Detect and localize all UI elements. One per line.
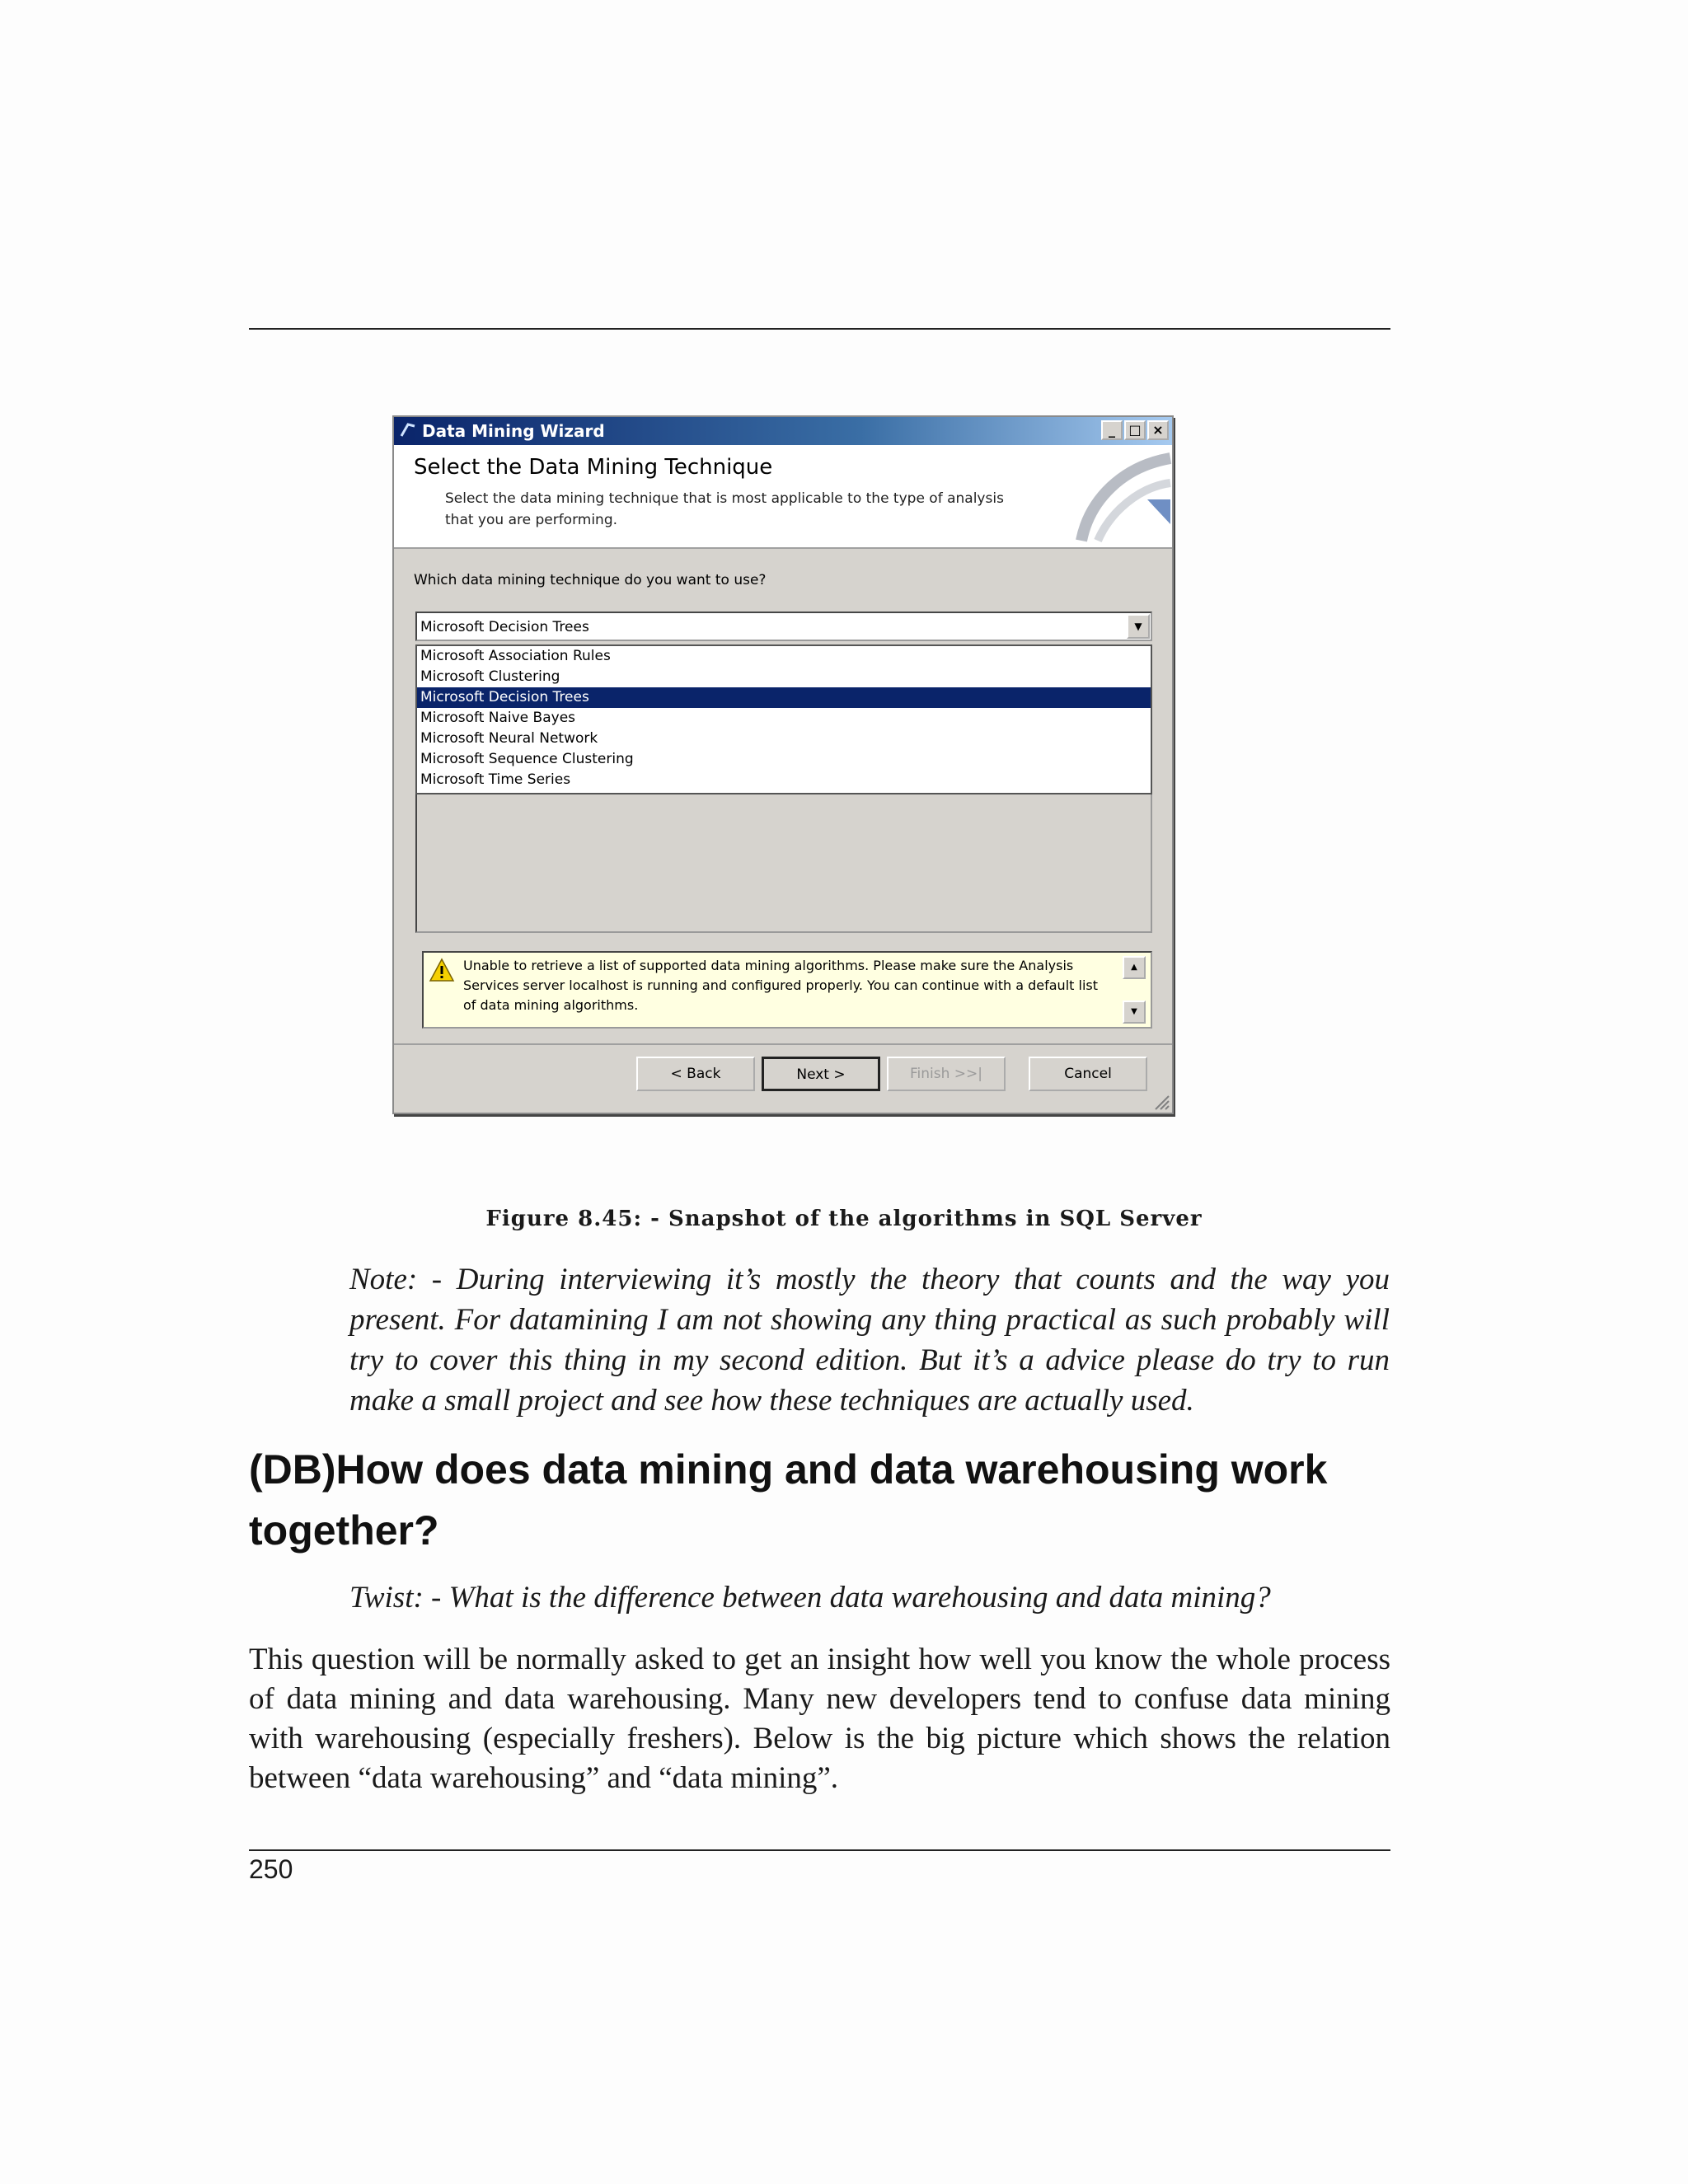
title-bar[interactable]: [394, 417, 1172, 445]
page-number: 250: [249, 1854, 293, 1884]
dropdown-option[interactable]: Microsoft Association Rules: [420, 648, 611, 664]
page-title: Select the Data Mining Technique: [414, 455, 773, 480]
back-button[interactable]: < Back: [636, 1057, 755, 1091]
dropdown-option[interactable]: Microsoft Clustering: [420, 668, 560, 685]
minimize-button[interactable]: _: [1101, 420, 1123, 440]
wizard-swoosh-graphic: [1073, 450, 1172, 542]
finish-button: Finish >>|: [887, 1057, 1006, 1091]
dropdown-option-selected[interactable]: Microsoft Decision Trees: [417, 687, 1151, 708]
warning-text: Unable to retrieve a list of supported data mining algorithms. Please make sure the Analysis Services server localhost is running and configured properly. You can continue with a default list of data mining algorithms.: [463, 958, 1098, 1013]
warning-icon: [429, 958, 455, 982]
twist-question: Twist: - What is the difference between data warehousing and data mining?: [349, 1581, 1271, 1615]
scroll-up-icon[interactable]: ▲: [1123, 956, 1146, 979]
dropdown-option[interactable]: Microsoft Naive Bayes: [420, 710, 576, 726]
data-mining-wizard-window: [392, 415, 1174, 1114]
body-paragraph: This question will be normally asked to get an insight how well you know the whole process of data mining and data warehousing. Many new developers tend to confuse data mining with warehousing (especially freshers). Below is the big picture which shows the relation between “data warehousing” and “data mining”.: [249, 1643, 1390, 1795]
combobox-value: Microsoft Decision Trees: [420, 619, 589, 635]
warning-message-box: [422, 951, 1152, 1029]
close-button[interactable]: ×: [1147, 420, 1169, 440]
wizard-header: [394, 445, 1172, 549]
wizard-app-icon: [399, 421, 417, 439]
warning-scrollbar[interactable]: [1123, 956, 1147, 1024]
next-button[interactable]: Next >: [762, 1057, 880, 1091]
technique-question-label: Which data mining technique do you want to use?: [414, 572, 767, 588]
button-separator: [394, 1043, 1172, 1045]
scroll-down-icon[interactable]: ▼: [1123, 1001, 1146, 1024]
technique-description-box: [415, 794, 1152, 933]
top-rule: [249, 328, 1390, 330]
window-title: Data Mining Wizard: [422, 421, 605, 441]
page-description: Select the data mining technique that is most applicable to the type of analysis that you are performing.: [445, 490, 1004, 528]
resize-grip-icon[interactable]: [1152, 1093, 1170, 1111]
figure-caption: Figure 8.45: - Snapshot of the algorithms in SQL Server: [485, 1207, 1203, 1231]
technique-combobox[interactable]: [415, 612, 1152, 641]
note-paragraph: Note: - During interviewing it’s mostly the theory that counts and the way you present. For datamining I am not showing any thing practical as such probably will try to cover this thing in my second edition. But it’s a advice please do try to run make a small project and see how these techniques are actually used.: [349, 1263, 1390, 1418]
section-heading: (DB)How does data mining and data warehousing work together?: [249, 1446, 1328, 1554]
dropdown-option[interactable]: Microsoft Sequence Clustering: [420, 751, 634, 767]
technique-dropdown-list[interactable]: [415, 644, 1152, 794]
dropdown-option[interactable]: Microsoft Neural Network: [420, 730, 598, 747]
maximize-button[interactable]: □: [1124, 420, 1146, 440]
cancel-button[interactable]: Cancel: [1029, 1057, 1147, 1091]
dropdown-arrow-icon[interactable]: ▼: [1127, 614, 1150, 639]
dropdown-option[interactable]: Microsoft Time Series: [420, 771, 571, 788]
bottom-rule: [249, 1849, 1390, 1851]
